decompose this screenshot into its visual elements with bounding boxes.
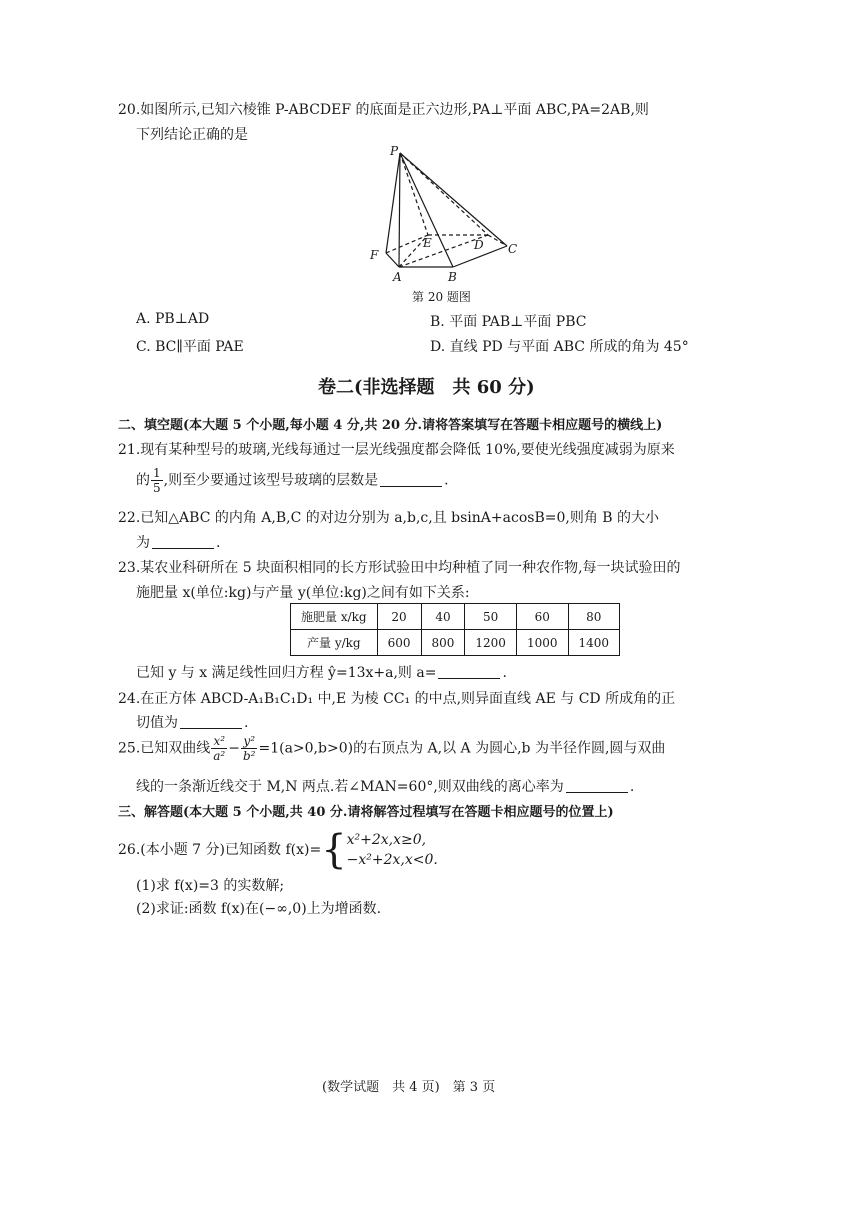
q21-frac-num: 1 <box>153 466 161 480</box>
page-footer: (数学试题 共 4 页) 第 3 页 <box>322 1080 496 1095</box>
q21-fraction <box>151 466 163 495</box>
q26-case1: x²+2x,x≥0, <box>346 832 427 848</box>
q20-option-b: B. 平面 PAB⊥平面 PBC <box>430 314 587 330</box>
hexagonal-pyramid-figure <box>360 145 520 285</box>
q22-number: 22. <box>118 510 141 526</box>
q20-stem-line1: 如图所示,已知六棱锥 P-ABCDEF 的底面是正六边形,PA⊥平面 ABC,PA=2AB,则 <box>140 102 649 118</box>
q21-line2 <box>136 466 449 495</box>
q26-case2: −x²+2x,x<0. <box>346 852 438 868</box>
q25-line1-suffix: =1(a>0,b>0)的右顶点为 A,以 A 为圆心,b 为半径作圆,圆与双曲 <box>258 740 666 757</box>
q20-stem-line2: 下列结论正确的是 <box>136 127 248 143</box>
q22-line1 <box>118 507 659 527</box>
q20-number: 20. <box>118 102 141 118</box>
q23-number: 23. <box>118 560 141 576</box>
q20-figure-caption: 第 20 题图 <box>412 290 471 304</box>
q26-part1: (1)求 f(x)=3 的实数解; <box>136 878 285 894</box>
q26-number: 26. <box>118 842 141 858</box>
table-cell: 20 <box>377 604 421 630</box>
q26-stem <box>118 827 438 873</box>
table-cell: 80 <box>568 604 620 630</box>
q22-answer-blank[interactable] <box>152 534 214 549</box>
q24-line2 <box>136 712 248 732</box>
q25-frac2-num: y² <box>243 734 256 748</box>
q26-brace: { <box>321 827 347 873</box>
q24-answer-blank[interactable] <box>180 714 242 729</box>
q25-text-line2: 线的一条渐近线交于 M,N 两点.若∠MAN=60°,则双曲线的离心率为 <box>136 779 564 795</box>
label-c: C <box>508 242 518 256</box>
q25-answer-blank[interactable] <box>566 778 628 793</box>
q23-text-line3: 已知 y 与 x 满足线性回归方程 ŷ=13x+a,则 a= <box>136 665 437 681</box>
table-row <box>291 630 620 656</box>
q22-line2 <box>136 532 220 552</box>
q25-fraction-y <box>241 734 258 763</box>
label-d: D <box>474 238 484 252</box>
q23-data-table <box>290 603 620 656</box>
table-row-header: 施肥量 x/kg <box>291 604 378 630</box>
q25-line2 <box>136 776 634 796</box>
q23-text-line1: 某农业科研所在 5 块面积相同的长方形试验田中均种植了同一种农作物,每一块试验田的 <box>140 560 681 576</box>
q21-answer-blank[interactable] <box>380 472 442 487</box>
q22-line2-prefix: 为 <box>136 535 150 551</box>
table-cell: 1000 <box>516 630 568 656</box>
q21-end: . <box>444 472 449 489</box>
q20-option-a: A. PB⊥AD <box>136 311 210 327</box>
q24-end: . <box>244 715 249 731</box>
q23-line1 <box>118 557 681 577</box>
q25-frac2-den: b² <box>242 749 256 763</box>
q25-end: . <box>629 779 635 795</box>
q23-end: . <box>502 665 507 681</box>
table-row-header: 产量 y/kg <box>291 630 378 656</box>
table-cell: 40 <box>421 604 465 630</box>
q26-part2: (2)求证:函数 f(x)在(−∞,0)上为增函数. <box>136 901 382 917</box>
label-p: P <box>390 145 399 158</box>
section2-heading: 二、填空题(本大题 5 个小题,每小题 4 分,共 20 分.请将答案填写在答题卡相应题号的横线上) <box>118 418 663 433</box>
q20-line1 <box>118 99 649 119</box>
table-cell: 1200 <box>465 630 517 656</box>
q22-end: . <box>216 535 221 551</box>
q23-line3 <box>136 662 507 682</box>
q20-option-d: D. 直线 PD 与平面 ABC 所成的角为 45° <box>430 339 689 355</box>
label-b: B <box>448 270 457 284</box>
q25-number: 25. <box>118 740 141 757</box>
label-a: A <box>393 270 402 284</box>
q24-line2-prefix: 切值为 <box>136 715 178 731</box>
q21-line2-prefix: 的 <box>136 472 150 489</box>
q21-line2-suffix: ,则至少要通过该型号玻璃的层数是 <box>163 472 379 489</box>
table-row <box>291 604 620 630</box>
q22-text-line1: 已知△ABC 的内角 A,B,C 的对边分别为 a,b,c,且 bsinA+acosB=0,则角 B 的大小 <box>140 510 660 526</box>
table-cell: 60 <box>516 604 568 630</box>
q25-fraction-x <box>211 734 227 763</box>
part2-title: 卷二(非选择题 共 60 分) <box>318 377 535 398</box>
label-f: F <box>370 248 379 262</box>
q25-prefix: 已知双曲线 <box>140 740 211 757</box>
table-cell: 600 <box>377 630 421 656</box>
q25-frac1-num: x² <box>213 734 226 748</box>
q21-number: 21. <box>118 442 141 458</box>
q26-cases <box>347 830 438 870</box>
q26-stem-text: (本小题 7 分)已知函数 f(x)= <box>140 842 322 858</box>
table-cell: 800 <box>421 630 465 656</box>
q25-minus: − <box>228 740 240 757</box>
label-e: E <box>423 236 432 250</box>
q20-option-c: C. BC∥平面 PAE <box>136 339 244 355</box>
q24-line1 <box>118 688 675 708</box>
q25-frac1-den: a² <box>213 749 226 763</box>
section3-heading: 三、解答题(本大题 5 个小题,共 40 分.请将解答过程填写在答题卡相应题号的位置上) <box>118 805 614 820</box>
q21-line1 <box>118 439 675 459</box>
q21-frac-den: 5 <box>153 481 161 495</box>
q23-answer-blank[interactable] <box>438 664 500 679</box>
q23-line2: 施肥量 x(单位:kg)与产量 y(单位:kg)之间有如下关系: <box>136 585 470 601</box>
q24-number: 24. <box>118 691 141 707</box>
q24-text-line1: 在正方体 ABCD-A₁B₁C₁D₁ 中,E 为棱 CC₁ 的中点,则异面直线 AE 与 CD 所成角的正 <box>140 691 676 707</box>
table-cell: 50 <box>465 604 517 630</box>
table-cell: 1400 <box>568 630 620 656</box>
q21-text-line1: 现有某种型号的玻璃,光线每通过一层光线强度都会降低 10%,要使光线强度减弱为原来 <box>140 442 675 458</box>
q25-line1 <box>118 734 665 763</box>
